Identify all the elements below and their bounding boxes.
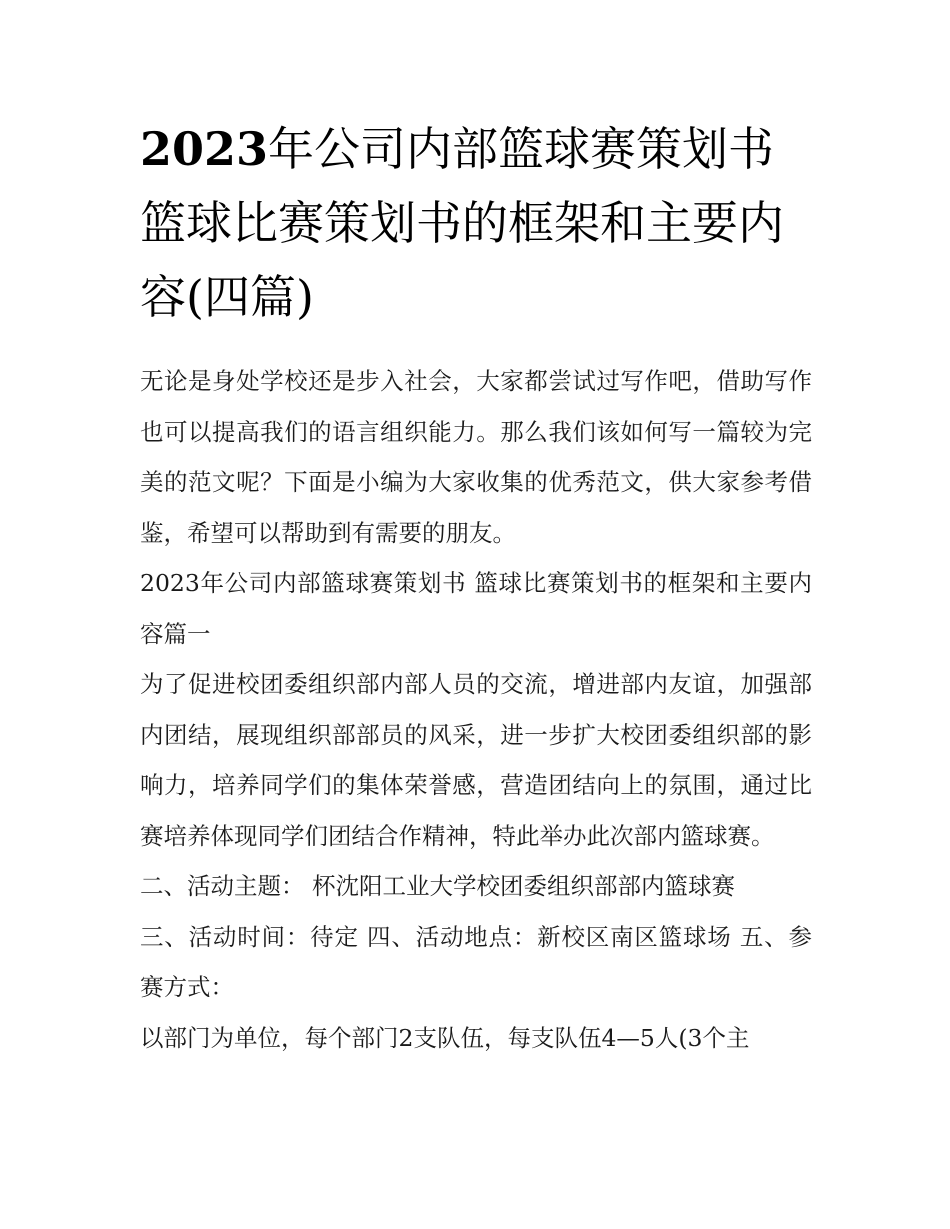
document-body	[140, 356, 812, 1063]
document-title: 2023年公司内部篮球赛策划书 篮球比赛策划书的框架和主要内容(四篇)	[140, 122, 784, 324]
title-year: 2023	[140, 122, 269, 176]
section-heading: 2023年公司内部篮球赛策划书 篮球比赛策划书的框架和主要内容篇一	[140, 569, 812, 648]
participation-line: 以部门为单位，每个部门2支队伍，每支队伍4—5人(3个主	[140, 1023, 750, 1052]
purpose-paragraph: 为了促进校团委组织部内部人员的交流，增进部内友谊，加强部内团结，展现组织部部员的风采，进一步扩大校团委组织部的影响力，培养同学们的集体荣誉感，营造团结向上的氛围，通过比赛培养体现同学们团结合作精神，特此举办此次部内篮球赛。	[140, 670, 812, 850]
time-location-line: 三、活动时间：待定 四、活动地点：新校区南区篮球场 五、参赛方式：	[140, 922, 812, 1001]
theme-line: 二、活动主题： 杯沈阳工业大学校团委组织部部内篮球赛	[140, 872, 735, 900]
intro-paragraph: 无论是身处学校还是步入社会，大家都尝试过写作吧，借助写作也可以提高我们的语言组织能力。那么我们该如何写一篇较为完美的范文呢？下面是小编为大家收集的优秀范文，供大家参考借鉴，希望可以帮助到有需要的朋友。	[140, 367, 812, 547]
